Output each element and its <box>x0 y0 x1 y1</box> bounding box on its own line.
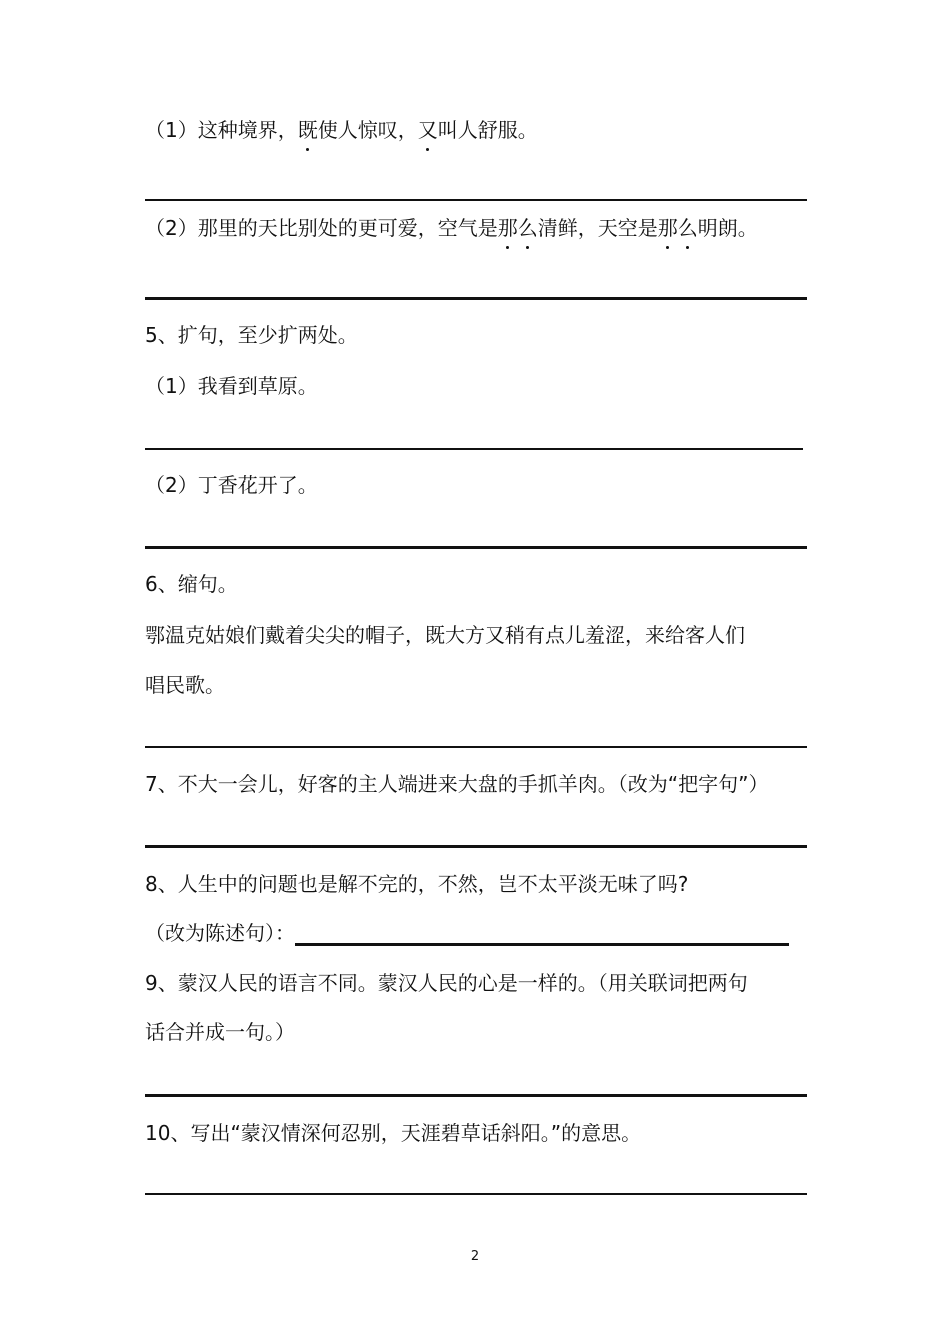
answer-line[interactable] <box>145 297 807 300</box>
emphasis-char: 那 <box>497 216 518 240</box>
q7-text: 7、不大一会儿，好客的主人端进来大盘的手抓羊肉。（改为“把字句”） <box>145 772 769 796</box>
q4-item-1-text-c: 叫人舒服。 <box>437 118 538 142</box>
emphasis-char: 又 <box>417 118 438 142</box>
answer-line[interactable] <box>145 199 807 201</box>
answer-line[interactable] <box>145 448 803 450</box>
q4-item-1 <box>145 117 538 143</box>
page-number: 2 <box>470 1249 480 1264</box>
q5-title: 5、扩句，至少扩两处。 <box>145 323 358 347</box>
q4-item-2 <box>145 215 758 241</box>
q9-line-1: 9、蒙汉人民的语言不同。蒙汉人民的心是一样的。（用关联词把两句 <box>145 971 748 995</box>
q4-item-2-text-b: 清鲜，天空是 <box>537 216 658 240</box>
q4-item-2-text-c: 明朗。 <box>697 216 758 240</box>
q8-prompt-row <box>145 920 789 946</box>
emphasis-char: 么 <box>677 216 698 240</box>
q4-item-2-text-a: （2）那里的天比别处的更可爱，空气是 <box>145 216 498 240</box>
q5-item-2: （2）丁香花开了。 <box>145 473 318 497</box>
answer-line[interactable] <box>145 845 807 848</box>
q4-item-1-text-a: （1）这种境界， <box>145 118 298 142</box>
q4-item-1-text-b: 使人惊叹， <box>317 118 418 142</box>
emphasis-char: 那 <box>657 216 678 240</box>
answer-line[interactable] <box>295 923 789 946</box>
answer-line[interactable] <box>145 1193 807 1195</box>
emphasis-char: 既 <box>297 118 318 142</box>
q8-text: 8、人生中的问题也是解不完的，不然，岂不太平淡无味了吗? <box>145 872 689 896</box>
answer-line[interactable] <box>145 746 807 748</box>
q10-text: 10、写出“蒙汉情深何忍别，天涯碧草话斜阳。”的意思。 <box>145 1121 642 1145</box>
q6-sentence-line-2: 唱民歌。 <box>145 673 225 697</box>
answer-line[interactable] <box>145 1094 807 1097</box>
q8-prompt: （改为陈述句）： <box>145 921 295 945</box>
q5-item-1: （1）我看到草原。 <box>145 374 318 398</box>
answer-line[interactable] <box>145 546 807 549</box>
q6-sentence-line-1: 鄂温克姑娘们戴着尖尖的帽子，既大方又稍有点儿羞涩，来给客人们 <box>145 623 745 647</box>
q6-title: 6、缩句。 <box>145 572 238 596</box>
emphasis-char: 么 <box>517 216 538 240</box>
q9-line-2: 话合并成一句。） <box>145 1020 295 1044</box>
